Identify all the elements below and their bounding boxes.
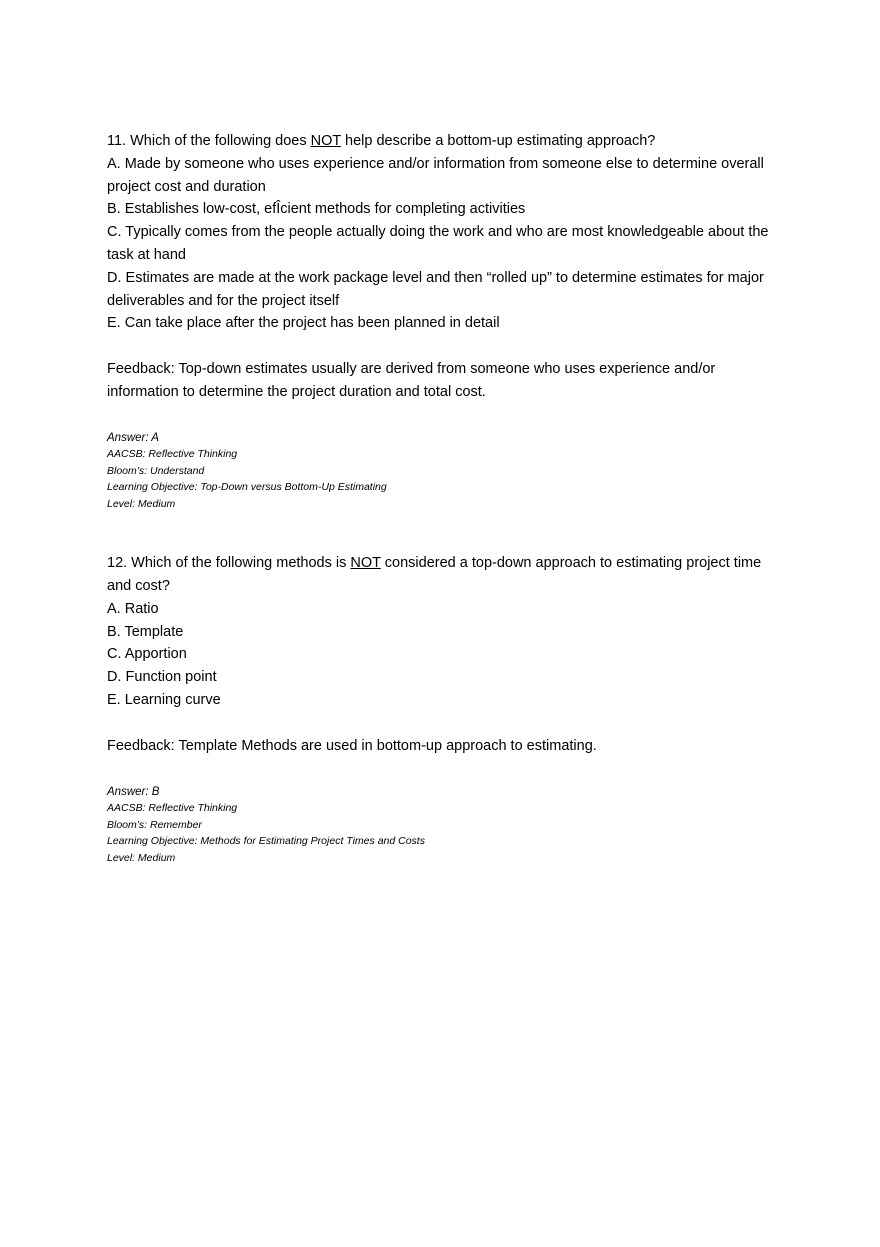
question-stem (107, 552, 777, 598)
option-e: E. Learning curve (107, 691, 221, 708)
answer: Answer: B (107, 786, 160, 799)
option-a: A. Made by someone who uses experience and/or information from someone else to determine overall project cost and duration (107, 155, 764, 195)
learning-objective-tag: Learning Objective: Top-Down versus Bottom-Up Estimating (107, 481, 387, 494)
option-c: C. Apportion (107, 646, 187, 663)
stem-suffix: considered a top-down approach to estimating project time and cost? (107, 555, 762, 594)
aacsb-tag: AACSB: Reflective Thinking (107, 448, 238, 461)
option-b: B. Establishes low-cost, efÎcient methods for completing activities (107, 201, 526, 218)
stem-emphasis: NOT (310, 133, 342, 149)
option-d: D. Function point (107, 669, 217, 686)
blooms-tag: Bloom’s: Understand (107, 464, 205, 477)
level-tag: Level: Medium (107, 497, 176, 510)
feedback: Feedback: Template Methods are used in bottom-up approach to estimating. (107, 737, 597, 754)
question-stem (107, 130, 777, 153)
question-12 (107, 552, 777, 866)
stem-suffix: help describe a bottom-up estimating approach? (341, 133, 656, 149)
feedback: Feedback: Top-down estimates usually are derived from someone who uses experience and/or information to determine the project duration and total cost. (107, 361, 716, 400)
option-c: C. Typically comes from the people actually doing the work and who are most knowledgeable about the task at hand (107, 224, 769, 263)
level-tag: Level: Medium (107, 851, 176, 864)
stem-emphasis: NOT (350, 555, 381, 572)
document-page (107, 130, 777, 866)
option-d: D. Estimates are made at the work package level and then “rolled up” to determine estimates for major deliverables and for the project itself (107, 269, 764, 309)
answer: Answer: A (107, 432, 159, 445)
blooms-tag: Bloom’s: Remember (107, 818, 202, 831)
question-11 (107, 130, 777, 512)
option-a: A. Ratio (107, 600, 159, 617)
stem-prefix: 11. Which of the following does (107, 133, 311, 149)
learning-objective-tag: Learning Objective: Methods for Estimating Project Times and Costs (107, 835, 425, 848)
option-b: B. Template (107, 623, 184, 640)
option-e: E. Can take place after the project has been planned in detail (107, 315, 500, 332)
aacsb-tag: AACSB: Reflective Thinking (107, 802, 238, 815)
stem-prefix: 12. Which of the following methods is (107, 555, 351, 572)
